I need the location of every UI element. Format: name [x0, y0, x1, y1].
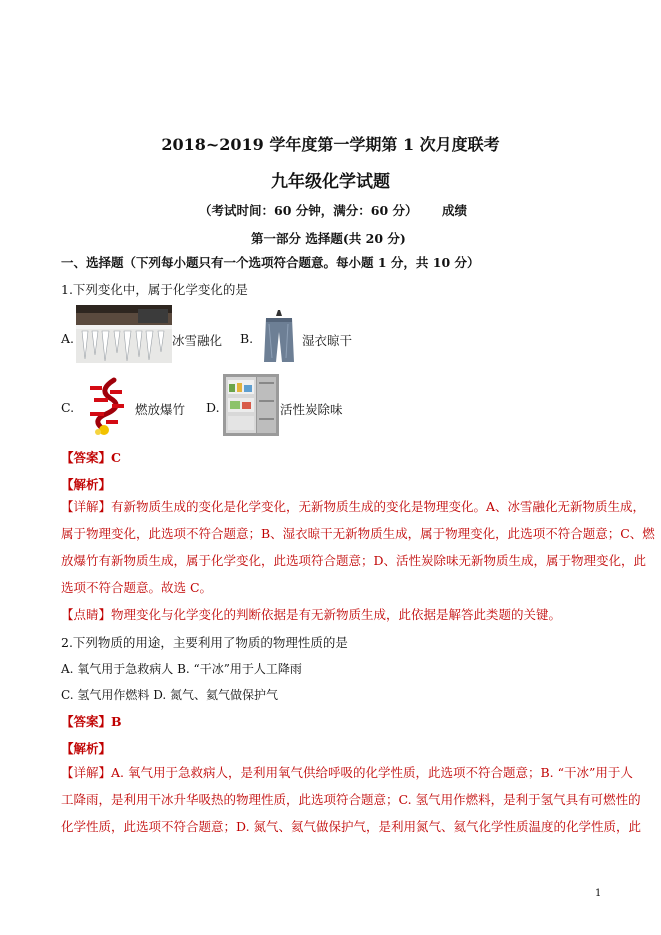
part-title: 第一部分 选择题(共 20 分) — [251, 231, 406, 246]
score-label: 成绩 — [442, 203, 468, 218]
q1-analysis-label: 【解析】 — [61, 477, 112, 492]
q1-detail-line: 选项不符合题意。故选 C。 — [61, 580, 213, 595]
firecrackers-image — [76, 376, 132, 436]
section-title: 一、选择题（下列每小题只有一个选项符合题意。每小题 1 分，共 10 分） — [61, 255, 480, 270]
q2-options-row2: C. 氢气用作燃料 D. 氮气、氦气做保护气 — [61, 688, 279, 702]
q1-detail-line: 【详解】有新物质生成的变化是化学变化，无新物质生成的变化是物理变化。A、冰雪融化无新物质生成， — [61, 499, 646, 514]
question-2-stem: 2.下列物质的用途，主要利用了物质的物理性质的是 — [61, 635, 348, 650]
q1-tip: 【点睛】物理变化与化学变化的判断依据是有无新物质生成，此依据是解答此类题的关键。 — [61, 607, 562, 622]
refrigerator-image — [223, 374, 279, 436]
q2-options-row1: A. 氧气用于急救病人 B. “干冰”用于人工降雨 — [61, 662, 302, 676]
q1-option-b-letter: B. — [240, 331, 254, 346]
q2-analysis-label: 【解析】 — [61, 741, 112, 756]
q1-option-d-letter: D. — [206, 400, 220, 415]
q1-option-a-text: 冰雪融化 — [172, 333, 223, 348]
q2-answer: 【答案】B — [61, 714, 122, 729]
q1-answer: 【答案】C — [61, 450, 121, 465]
q2-detail-line: 化学性质，此选项不符合题意；D. 氮气、氦气做保护气，是利用氮气、氦气化学性质温度的化学性质，此 — [61, 819, 642, 834]
q1-detail-line: 放爆竹有新物质生成，属于化学变化，此选项符合题意；D、活性炭除味无新物质生成，属于物理变化，此 — [61, 553, 647, 568]
page-number: 1 — [595, 888, 602, 899]
q2-detail-line: 【详解】A. 氧气用于急救病人，是利用氧气供给呼吸的化学性质，此选项不符合题意；B. “干冰”用于人 — [61, 765, 633, 780]
q1-option-a-letter: A. — [61, 331, 75, 346]
q1-option-d-text: 活性炭除味 — [280, 402, 343, 417]
exam-info: （考试时间：60 分钟，满分：60 分） — [199, 203, 418, 218]
q1-option-c-letter: C. — [61, 400, 75, 415]
exam-subtitle: 九年级化学试题 — [271, 172, 390, 192]
q1-detail-line: 属于物理变化，此选项不符合题意；B、湿衣晾干无新物质生成，属于物理变化，此选项不符合题意；C、燃 — [61, 526, 655, 541]
q1-option-c-text: 燃放爆竹 — [135, 402, 186, 417]
q2-detail-line: 工降雨，是利用干冰升华吸热的物理性质，此选项符合题意；C. 氢气用作燃料，是利于氢气具有可燃性的 — [61, 792, 641, 807]
exam-title: 2018~2019 学年度第一学期第 1 次月度联考 — [161, 135, 500, 154]
q1-option-b-text: 湿衣晾干 — [302, 333, 353, 348]
icicles-image — [76, 305, 172, 363]
jeans-image — [258, 308, 300, 364]
question-1-stem: 1.下列变化中，属于化学变化的是 — [61, 282, 248, 297]
